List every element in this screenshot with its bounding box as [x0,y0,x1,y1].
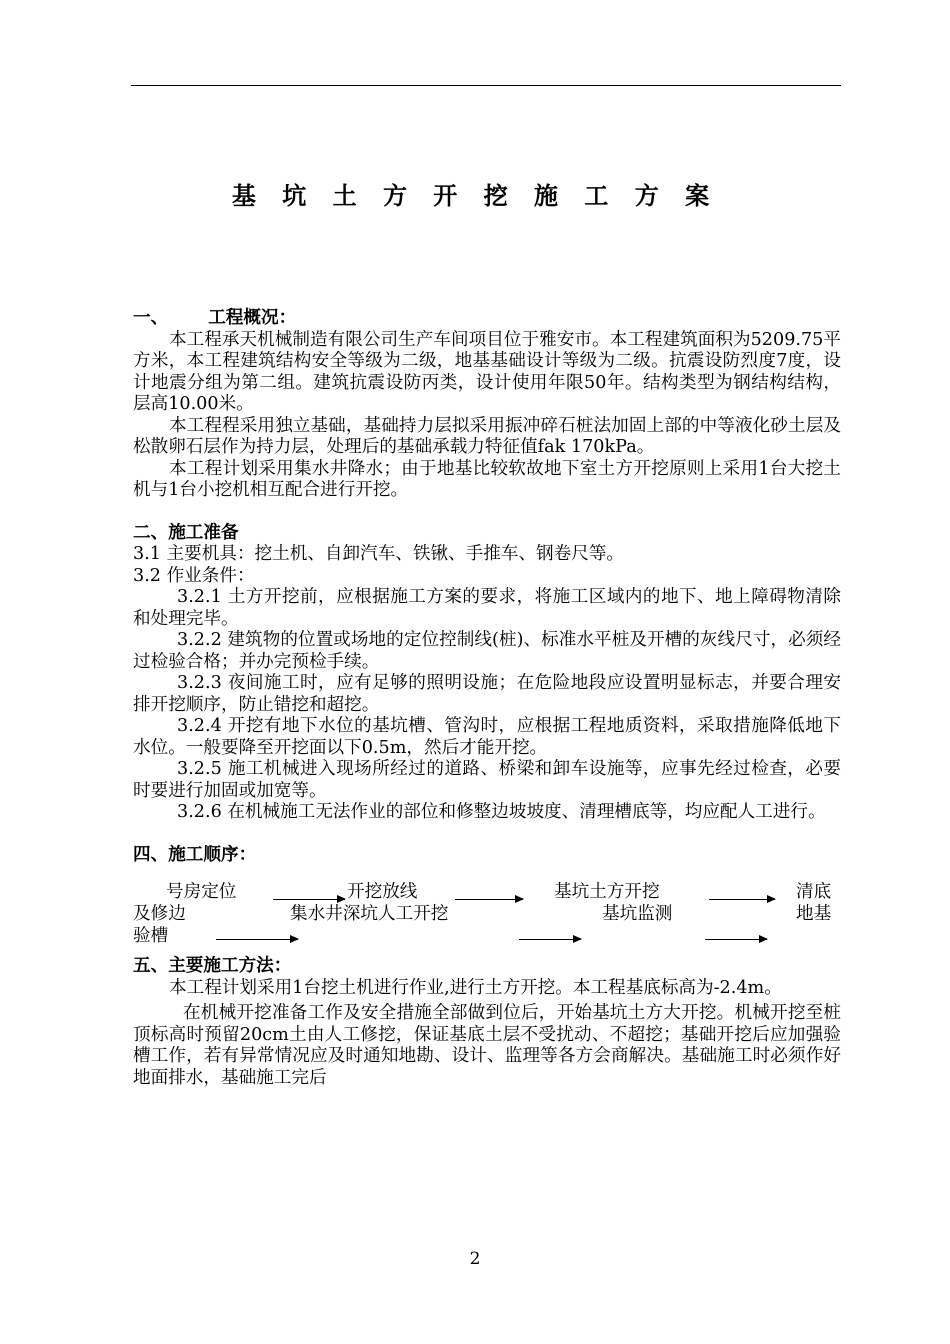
document-body [133,308,841,1089]
list-item: 3.2.1 土方开挖前，应根据施工方案的要求，将施工区域内的地下、地上障碍物清除和处理完毕。 [133,587,841,629]
construction-sequence-flow [133,882,841,948]
flow-step-label: 开挖放线 [347,882,418,902]
list-item: 3.2.4 开挖有地下水位的基坑槽、管沟时，应根据工程地质资料，采取措施降低地下水位。一般要降至开挖面以下0.5m，然后才能开挖。 [133,716,841,758]
flow-arrow [273,899,345,900]
flow-step-label: 号房定位 [166,882,237,902]
header-rule [131,85,841,86]
flow-step-label: 集水井深坑人工开挖 [290,904,449,924]
paragraph: 本工程计划采用1台挖土机进行作业,进行土方开挖。本工程基底标高为-2.4m。 [169,977,782,998]
flow-arrow [705,939,767,940]
flow-step-label: 基坑监测 [602,904,673,924]
flow-step-label: 验槽 [133,926,169,946]
flow-step-label: 及修边 [133,904,186,924]
list-item: 3.2.6 在机械施工无法作业的部位和修整边坡坡度、清理槽底等，均应配人工进行。 [177,802,826,822]
paragraph: 本工程计划采用集水井降水；由于地基比较软故地下室土方开挖原则上采用1台大挖土机与1台小挖机相互配合进行开挖。 [133,458,841,500]
flow-step-label: 地基 [796,904,832,924]
paragraph: 本工程程采用独立基础，基础持力层拟采用振冲碎石桩法加固上部的中等液化砂土层及松散卵石层作为持力层，处理后的基础承载力特征值fak 170kPa。 [133,415,841,457]
section-2-heading: 二、施工准备 [133,522,239,543]
section-1-number: 一、 [133,308,169,328]
paragraph: 本工程承天机械制造有限公司生产车间项目位于雅安市。本工程建筑面积为5209.75平方米，本工程建筑结构安全等级为二级，地基基础设计等级为二级。抗震设防烈度7度，设计地震分组为第二组。建筑抗震设防丙类，设计使用年限50年。结构类型为钢结构结构，层高10.00米。 [133,329,841,414]
flow-arrow [455,899,523,900]
list-item: 3.2.5 施工机械进入现场所经过的道路、桥梁和卸车设施等，应事先经过检查，必要时要进行加固或加宽等。 [133,759,841,801]
section-5-heading: 五、主要施工方法： [133,956,292,976]
document-title: 基 坑 土 方 开 挖 施 工 方 案 [231,182,719,210]
section-1-title: 工程概况： [208,308,297,328]
section-1-heading [133,308,841,330]
flow-step-label: 清底 [796,882,832,902]
paragraph: 在机械开挖准备工作及安全措施全部做到位后，开始基坑土方大开挖。机械开挖至桩顶标高时预留20cm土由人工修挖，保证基底土层不受扰动、不超挖；基础开挖后应加强验槽工作，若有异常情况应及时通知地勘、设计、监理等各方会商解决。基础施工时必须作好地面排水，基础施工完后 [133,1003,841,1088]
list-line: 3.1 主要机具：挖土机、自卸汽车、铁锹、手推车、钢卷尺等。 [133,544,625,564]
section-4-heading: 四、施工顺序： [133,844,257,865]
list-item: 3.2.3 夜间施工时，应有足够的照明设施；在危险地段应设置明显标志，并要合理安排开挖顺序，防止错挖和超挖。 [133,673,841,715]
flow-arrow [709,899,775,900]
list-line: 3.2 作业条件： [133,565,255,586]
page-number: 2 [469,1249,481,1269]
flow-arrow [519,939,581,940]
list-item: 3.2.2 建筑物的位置或场地的定位控制线(桩)、标准水平桩及开槽的灰线尺寸，必须经过检验合格；并办完预检手续。 [133,630,841,672]
flow-step-label: 基坑土方开挖 [554,882,660,902]
flow-arrow [216,939,298,940]
